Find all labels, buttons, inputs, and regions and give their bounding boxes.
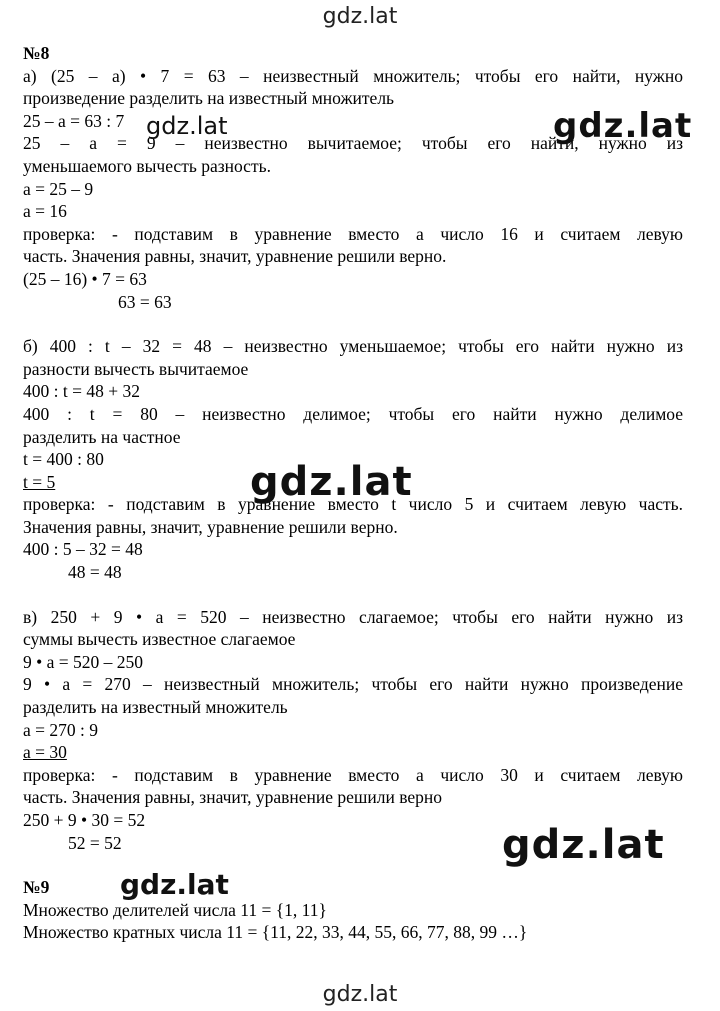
task8-c-line-4: 9 • а = 270 – неизвестный множитель; чтобы его найти нужно произведение (23, 674, 683, 695)
watermark-small-1: gdz.lat (146, 112, 228, 140)
task8-c-line-9: часть. Значения равны, значит, уравнение решили верно (23, 787, 443, 808)
watermark-small-2: gdz.lat (120, 868, 229, 901)
task8-c-line-10: 250 + 9 • 30 = 52 (23, 810, 146, 830)
task8-b-line-5: разделить на частное (23, 426, 181, 447)
task8-c-line-11: 52 = 52 (68, 832, 122, 853)
task8-a-line-3: 25 – а = 63 : 7 (23, 110, 125, 131)
task8-b-line-1: б) 400 : t – 32 = 48 – неизвестно уменьшаемое; чтобы его найти нужно из (23, 336, 683, 357)
task8-c-line-5: разделить на известный множитель (23, 697, 288, 718)
task8-b-line-8: проверка: - подставим в уравнение вместо t число 5 и считаем левую часть. (23, 494, 683, 515)
task9-line-1: Множество делителей числа 11 = {1, 11} (23, 899, 327, 920)
task8-c-answer: а = 30 (23, 742, 67, 763)
task8-c-line-6: а = 270 : 9 (23, 719, 98, 740)
task8-b-line-9: Значения равны, значит, уравнение решили верно. (23, 516, 398, 537)
task8-a-line-1: а) (25 – а) • 7 = 63 – неизвестный множитель; чтобы его найти, нужно (23, 65, 683, 86)
task8-b-line-3: 400 : t = 48 + 32 (23, 381, 140, 402)
task8-b-answer: t = 5 (23, 471, 56, 492)
watermark-large-3: gdz.lat (502, 822, 665, 868)
spacer (23, 584, 683, 606)
task8-c-line-8: проверка: - подставим в уравнение вместо а число 30 и считаем левую (23, 764, 683, 785)
watermark-bottom: gdz.lat (322, 982, 398, 1007)
task8-b-line-4: 400 : t = 80 – неизвестно делимое; чтобы его найти нужно делимое (23, 403, 683, 424)
task8-heading: №8 (23, 43, 50, 63)
task8-a-line-9: часть. Значения равны, значит, уравнение решили верно. (23, 246, 447, 267)
task8-b-line-6: t = 400 : 80 (23, 449, 104, 470)
task8-c-line-2: суммы вычесть известное слагаемое (23, 629, 296, 650)
task8-a-line-7: а = 16 (23, 201, 67, 222)
task9-heading: №9 (23, 877, 50, 898)
task8-a-line-10: (25 – 16) • 7 = 63 (23, 268, 147, 289)
task8-a-line-5: уменьшаемого вычесть разность. (23, 155, 271, 176)
watermark-large-2: gdz.lat (250, 459, 413, 505)
task8-b-line-10: 400 : 5 – 32 = 48 (23, 539, 143, 560)
task8-a-line-8: проверка: - подставим в уравнение вместо а число 16 и считаем левую (23, 223, 683, 244)
task8-a-line-4: 25 – а = 9 – неизвестно вычитаемое; чтобы его найти, нужно из (23, 133, 683, 154)
task8-b-line-11: 48 = 48 (68, 562, 122, 583)
task8-c-line-1: в) 250 + 9 • а = 520 – неизвестно слагаемое; чтобы его найти нужно из (23, 606, 683, 627)
task8-a-line-11: 63 = 63 (118, 291, 172, 312)
watermark-large-1: gdz.lat (553, 106, 693, 146)
spacer (23, 313, 683, 335)
task8-c-line-3: 9 • а = 520 – 250 (23, 651, 144, 672)
task8-b-line-2: разности вычесть вычитаемое (23, 358, 249, 379)
task8-a-line-6: а = 25 – 9 (23, 178, 94, 199)
task8-a-line-2: произведение разделить на известный множитель (23, 88, 395, 109)
watermark-top: gdz.lat (322, 4, 398, 29)
task9-line-2: Множество кратных числа 11 = {11, 22, 33, 44, 55, 66, 77, 88, 99 …} (23, 922, 528, 943)
